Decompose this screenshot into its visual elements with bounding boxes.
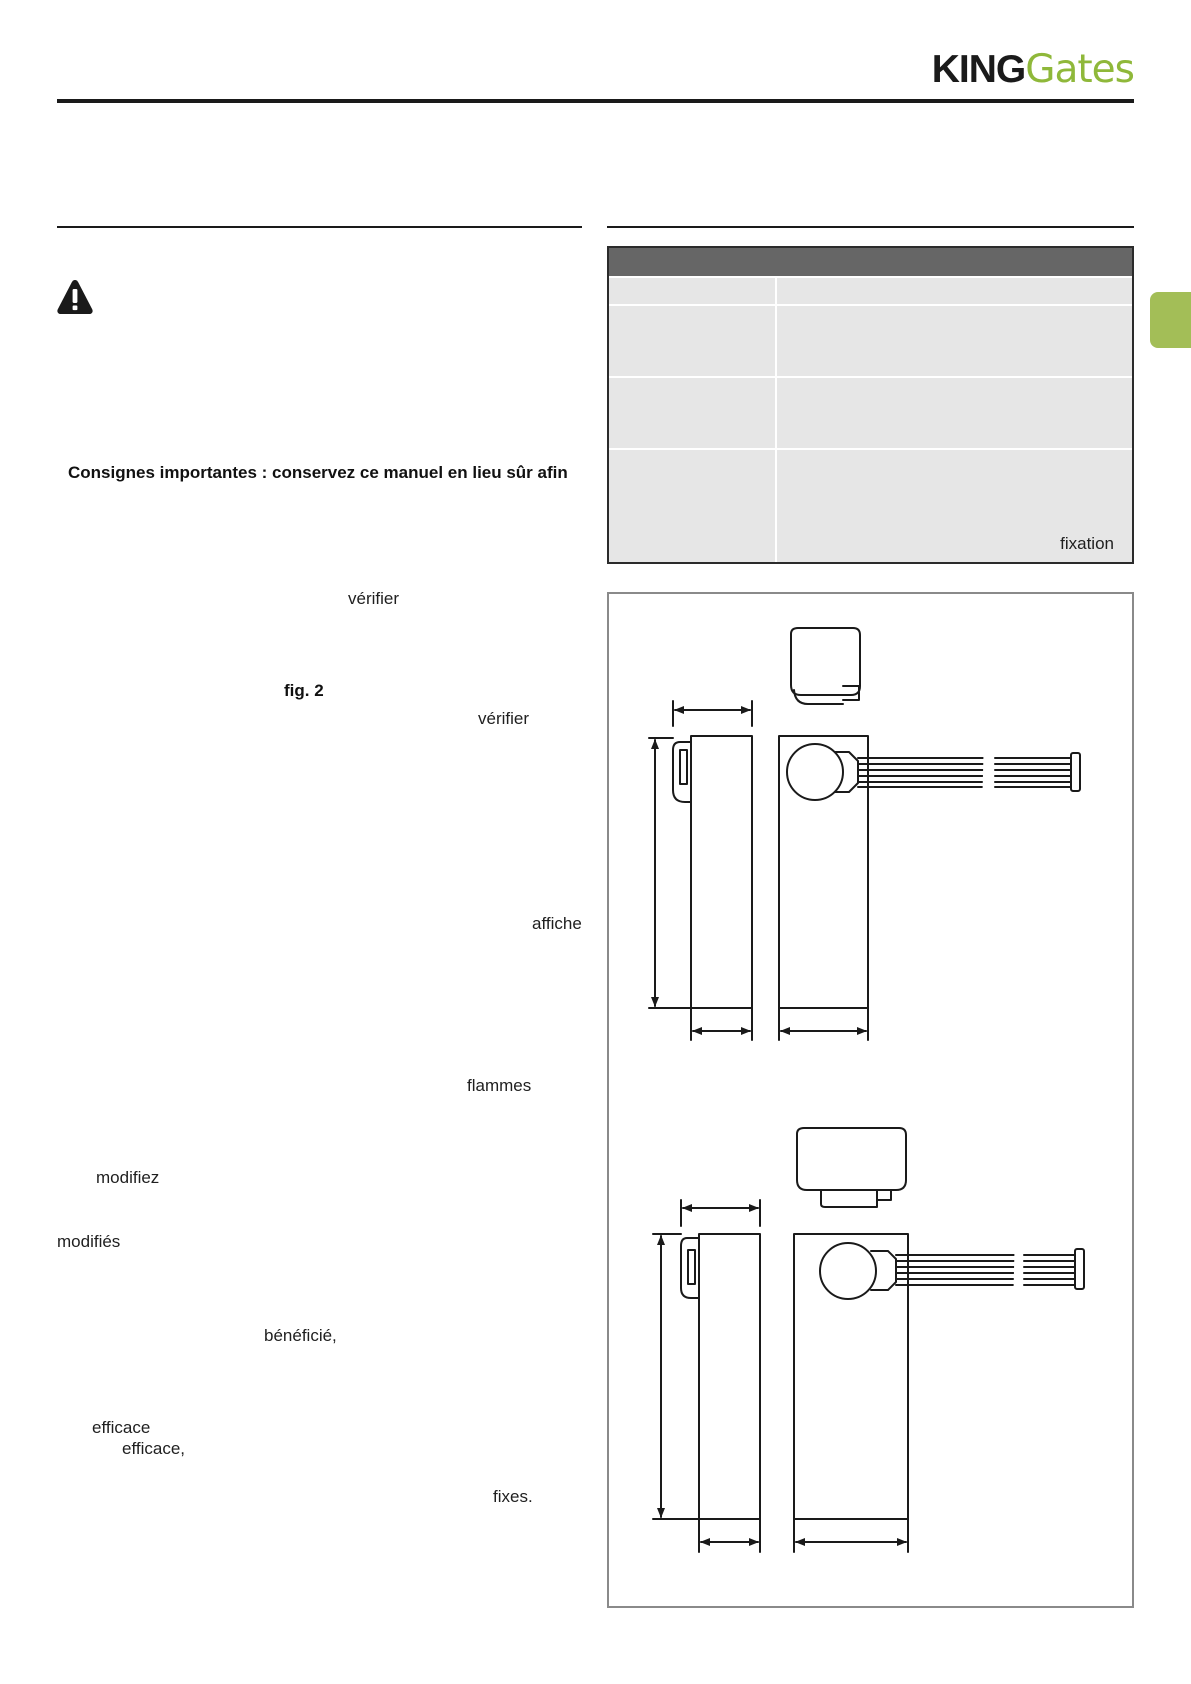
text-fixes: fixes.	[493, 1487, 533, 1506]
important-instructions: Consignes importantes : conservez ce manuel en lieu sûr afin	[68, 463, 568, 482]
text-efficace-1: efficace	[92, 1418, 151, 1437]
text-efficace-2: efficace,	[122, 1439, 186, 1458]
table-header	[609, 248, 1132, 276]
right-column-rule	[607, 226, 1134, 228]
brand-logo	[931, 47, 1134, 92]
brand-logo-king: KING	[931, 48, 1026, 91]
table-row	[609, 448, 1132, 564]
text-flammes: flammes	[467, 1076, 532, 1095]
text-modifies: modifiés	[57, 1232, 121, 1251]
table-column-divider	[775, 276, 777, 562]
specifications-table	[607, 246, 1134, 564]
warning-triangle-icon	[56, 278, 94, 316]
figure-reference: fig. 2	[284, 681, 324, 700]
barrier-drawing-2	[653, 1128, 1084, 1552]
text-verifier-1: vérifier	[348, 589, 400, 608]
barrier-drawing-1	[649, 628, 1080, 1040]
text-beneficie: bénéficié,	[264, 1326, 337, 1345]
brand-logo-gates: Gates	[1025, 47, 1134, 92]
barrier-dimension-drawing	[609, 594, 1132, 1606]
left-column-rule	[57, 226, 582, 228]
text-modifiez: modifiez	[96, 1168, 160, 1187]
text-verifier-2: vérifier	[478, 709, 530, 728]
table-cell-fixation: fixation	[1060, 534, 1114, 553]
section-tab	[1150, 292, 1191, 348]
table-row	[609, 304, 1132, 376]
table-row	[609, 376, 1132, 448]
text-affiche: affiche	[532, 914, 582, 933]
table-row	[609, 276, 1132, 304]
barrier-dimensions-figure	[607, 592, 1134, 1608]
header-rule	[57, 99, 1134, 103]
